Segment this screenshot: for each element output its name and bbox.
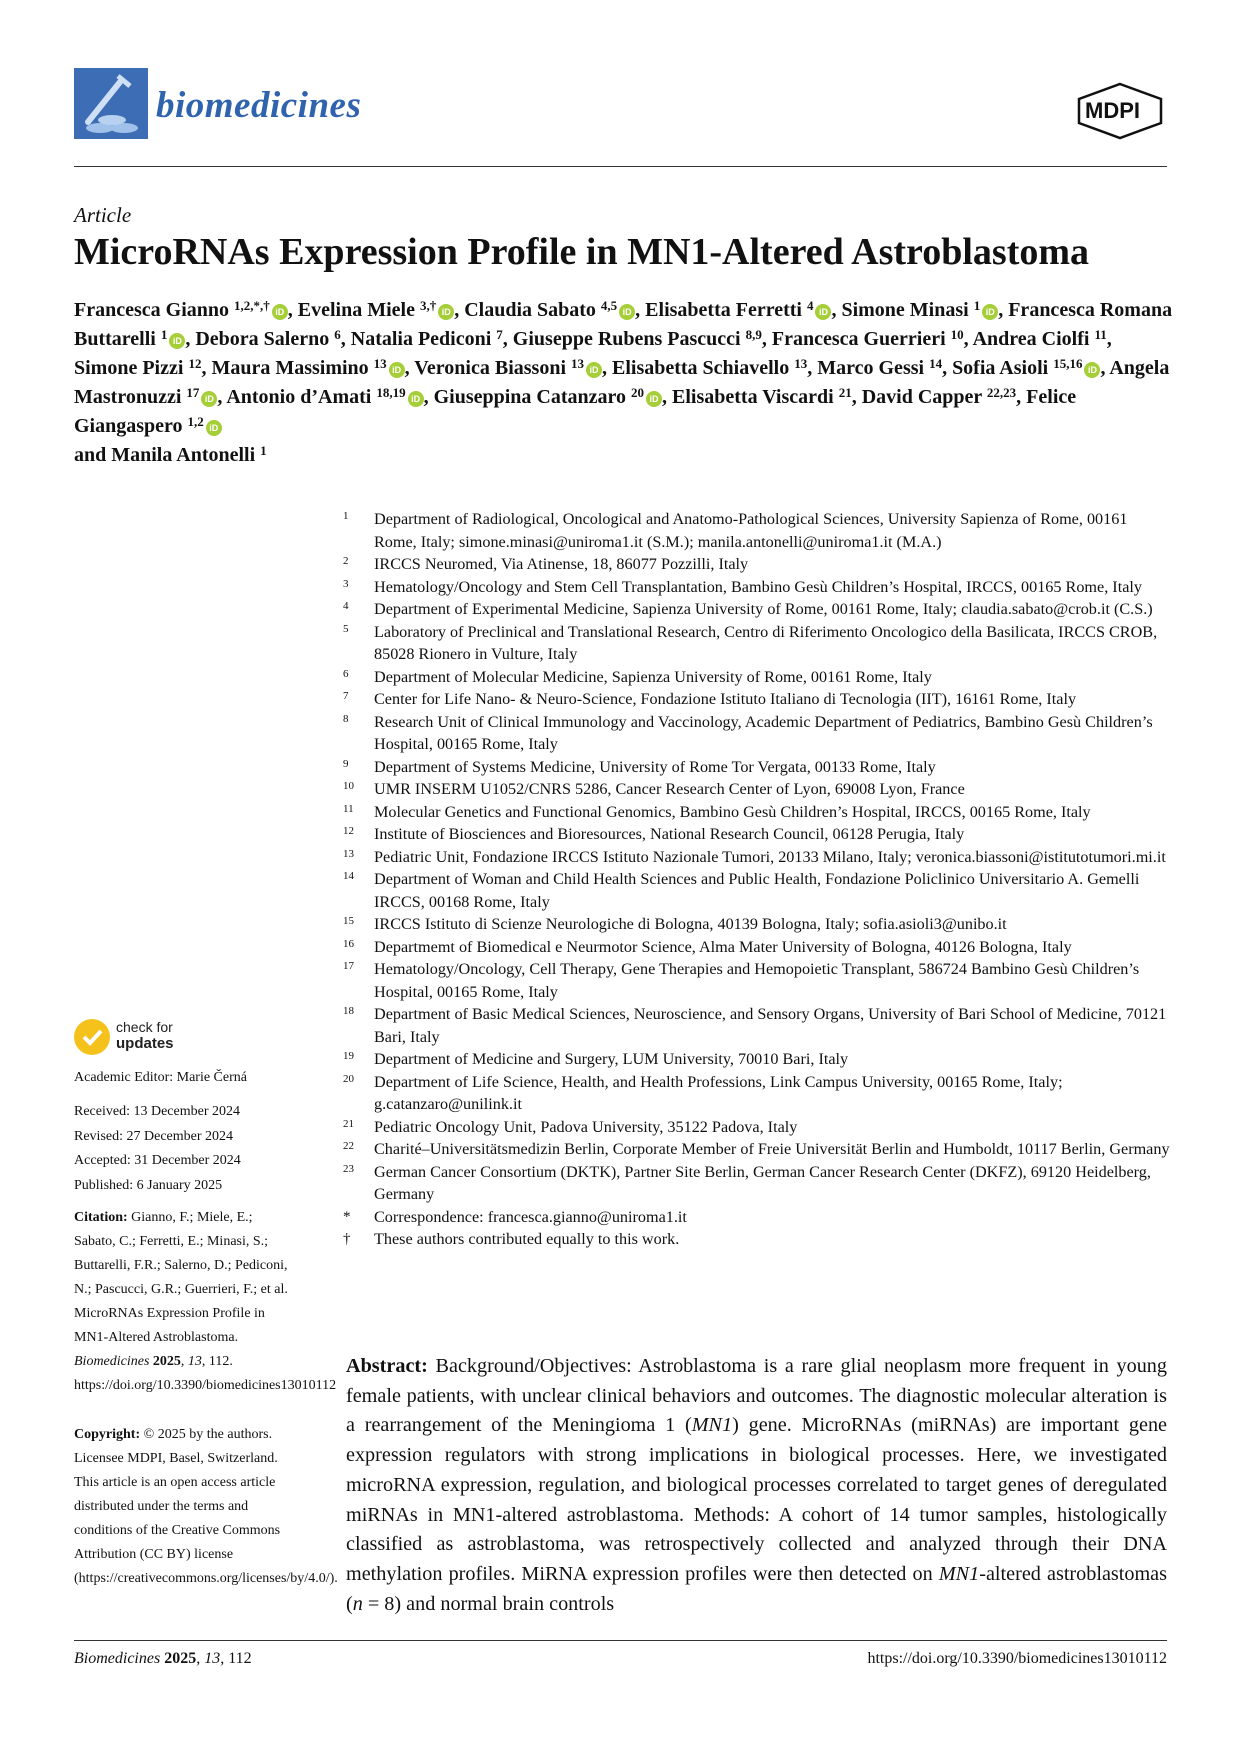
affiliation-item	[340, 778, 1170, 801]
header-rule	[74, 166, 1167, 167]
author-affiliation-marks: 18,19	[376, 385, 406, 400]
affiliation-text: Pediatric Unit, Fondazione IRCCS Istituto Nazionale Tumori, 20133 Milano, Italy; veronica.biassoni@istitutotumori.mi.it	[374, 847, 1166, 866]
citation-label: Citation:	[74, 1210, 128, 1225]
orcid-icon[interactable]: iD	[408, 391, 424, 407]
affiliation-item	[340, 1116, 1170, 1139]
orcid-icon[interactable]: iD	[646, 391, 662, 407]
abstract-gene-1: MN1	[691, 1414, 733, 1437]
author	[513, 328, 772, 350]
author-name: Evelina Miele	[297, 299, 415, 321]
abstract-text-3: -altered astroblastomas (	[346, 1562, 1167, 1615]
abstract-text-4: = 8) and normal brain controls	[362, 1592, 615, 1615]
orcid-icon[interactable]: iD	[815, 304, 831, 320]
affiliation-number: 19	[343, 1050, 354, 1062]
orcid-icon[interactable]: iD	[1084, 362, 1100, 378]
affiliation-number: 13	[343, 847, 354, 860]
author-separator: ,	[404, 357, 415, 379]
orcid-icon[interactable]: iD	[982, 304, 998, 320]
author-affiliation-marks: 1	[973, 298, 981, 313]
author-affiliation-marks: 13	[373, 356, 387, 371]
author-affiliation-marks: 7	[496, 327, 503, 342]
affiliation-text: Laboratory of Preclinical and Translational Research, Centro di Riferimento Oncologico della Basilicata, IRCCS CROB, 85028 Rionero in Vulture, Italy	[374, 622, 1158, 663]
author-name: Debora Salerno	[195, 328, 330, 350]
affiliation-item	[340, 1161, 1170, 1206]
affiliation-item	[340, 576, 1170, 599]
author-affiliation-marks: 1	[260, 443, 267, 458]
author-separator: ,	[761, 328, 772, 350]
copyright	[74, 1423, 338, 1591]
affiliation-item	[340, 711, 1170, 756]
author	[973, 328, 1112, 350]
affiliation-text: Institute of Biosciences and Bioresources, National Research Council, 06128 Perugia, Italy	[374, 825, 965, 843]
affiliation-item	[340, 1228, 1170, 1251]
author	[772, 328, 973, 350]
author	[74, 299, 298, 321]
author-name: Natalia Pediconi	[350, 328, 492, 350]
author-name: David Capper	[861, 386, 982, 408]
author	[74, 444, 267, 466]
affiliation-text: Hematology/Oncology and Stem Cell Transplantation, Bambino Gesù Children’s Hospital, IRCCS, 00165 Rome, Italy	[374, 577, 1142, 596]
author	[351, 328, 513, 350]
copyright-label: Copyright:	[74, 1427, 141, 1442]
author-affiliation-marks: 11	[1094, 327, 1107, 342]
author-affiliation-marks: 22,23	[986, 385, 1017, 400]
affiliation-text: Molecular Genetics and Functional Genomics, Bambino Gesù Children’s Hospital, IRCCS, 00165 Rome, Italy	[374, 802, 1091, 821]
affiliation-text: Department of Radiological, Oncological and Anatomo-Pathological Sciences, University Sapienza of Rome, 00161 Rome, Italy; simone.minasi@uniroma1.it (S.M.); manila.antonelli@uniroma1.it (M.A.)	[374, 510, 1128, 551]
author-separator: ,	[831, 299, 842, 321]
author-name: Elisabetta Ferretti	[645, 299, 802, 321]
author-separator: ,	[423, 386, 434, 408]
affiliation-item	[340, 508, 1170, 553]
affiliation-text: Department of Life Science, Health, and Health Professions, Link Campus University, 00165 Rome, Italy; g.catanzaro@unilink.it	[374, 1072, 1063, 1113]
author-affiliation-marks: 1,2,*,†	[234, 298, 270, 313]
abstract-n-variable: n	[352, 1592, 363, 1615]
citation-text: Gianno, F.; Miele, E.; Sabato, C.; Ferretti, E.; Minasi, S.; Buttarelli, F.R.; Salerno, D.; Pediconi, N.; Pascucci, G.R.; Guerrieri, F.; et al. MicroRNAs Expression Profile in MN1-Altered Astroblastoma.	[74, 1210, 288, 1345]
article-title: MicroRNAs Expression Profile in MN1-Altered Astroblastoma	[74, 231, 1090, 273]
author-name: Simone Pizzi	[74, 357, 184, 379]
author-affiliation-marks: 17	[186, 385, 200, 400]
revised-date: Revised: 27 December 2024	[74, 1128, 234, 1144]
footer-year: 2025	[164, 1650, 197, 1667]
affiliation-number: 4	[343, 600, 349, 612]
author	[645, 299, 841, 321]
affiliation-item	[340, 823, 1170, 846]
received-date: Received: 13 December 2024	[74, 1104, 240, 1119]
author-separator: ,	[963, 328, 973, 350]
affiliation-item	[340, 688, 1170, 711]
author	[817, 357, 952, 379]
footer-journal: Biomedicines	[74, 1650, 161, 1667]
orcid-icon[interactable]: iD	[201, 391, 217, 407]
author-separator: ,	[998, 299, 1009, 321]
author	[414, 357, 612, 379]
citation-volume: 13	[187, 1354, 202, 1369]
affiliation-text: Pediatric Oncology Unit, Padova University, 35122 Padova, Italy	[374, 1117, 798, 1136]
orcid-icon[interactable]: iD	[438, 304, 454, 320]
author-name: Felice Giangaspero	[74, 386, 1077, 437]
affiliation-item	[340, 846, 1170, 869]
author	[841, 299, 1008, 321]
affiliation-text: Department of Basic Medical Sciences, Neuroscience, and Sensory Organs, University of Bari School of Medicine, 70121 Bari, Italy	[374, 1005, 1167, 1046]
affiliation-number: 2	[343, 555, 349, 567]
author-affiliation-marks: 1	[160, 327, 168, 342]
affiliation-item	[340, 1071, 1170, 1116]
author-name: Elisabetta Schiavello	[612, 357, 790, 379]
affiliation-number: *	[343, 1208, 351, 1225]
affiliation-item	[340, 801, 1170, 824]
author-separator: ,	[1100, 357, 1110, 379]
affiliation-text: German Cancer Consortium (DKTK), Partner Site Berlin, German Cancer Research Center (DKFZ), 69120 Heidelberg, Germany	[374, 1162, 1151, 1203]
affiliation-number: 6	[343, 667, 349, 680]
check-updates-line2: updates	[116, 1035, 174, 1052]
author-separator: ,	[217, 386, 227, 408]
author	[298, 299, 464, 321]
author-name: Elisabetta Viscardi	[672, 386, 834, 408]
affiliation-text: UMR INSERM U1052/CNRS 5286, Cancer Research Center of Lyon, 69008 Lyon, France	[374, 780, 965, 798]
check-icon	[74, 1019, 110, 1055]
author-affiliation-marks: 3,†	[419, 298, 437, 313]
author	[464, 299, 645, 321]
author-separator: ,	[201, 357, 212, 379]
affiliation-item	[340, 553, 1170, 576]
author-separator: ,	[602, 357, 612, 379]
affiliation-number: 1	[343, 510, 349, 522]
academic-editor: Academic Editor: Marie Černá	[74, 1070, 247, 1085]
author-list	[74, 296, 1174, 470]
author-affiliation-marks: 20	[631, 385, 645, 400]
author	[195, 328, 350, 350]
affiliation-number: 5	[343, 622, 349, 635]
affiliation-text: Center for Life Nano- & Neuro-Science, Fondazione Istituto Italiano di Tecnologia (IIT), 16161 Rome, Italy	[374, 690, 1077, 708]
author-affiliation-marks: 6	[334, 327, 341, 342]
mdpi-logo-text: MDPI	[1085, 98, 1140, 123]
author-affiliation-marks: 8,9	[745, 327, 762, 342]
author-name: Simone Minasi	[841, 299, 969, 321]
author-affiliation-marks: 13	[571, 356, 584, 371]
citation-journal: Biomedicines	[74, 1354, 150, 1369]
author-name: Veronica Biassoni	[414, 357, 566, 379]
affiliation-item	[340, 936, 1170, 959]
citation: Citation: Gianno, F.; Miele, E.; Sabato, C.; Ferretti, E.; Minasi, S.; Buttarelli, F.R.; Salerno, D.; Pediconi, N.; Pascucci, G.R.; Guerrieri, F.; et al. MicroRNAs Expression Profile in MN1-Altered Astroblastoma. Biomedicines 2025, 13, 112. https://doi.org/10.3390/biomedicines13010112	[74, 1210, 337, 1393]
abstract-label: Abstract:	[346, 1355, 428, 1377]
affiliation-item	[340, 868, 1170, 913]
author-affiliation-marks: 10	[950, 327, 964, 342]
author-separator: ,	[851, 386, 862, 408]
author-name: Antonio d’Amati	[226, 386, 372, 408]
citation-rest: , 112. https://doi.org/10.3390/biomedicines13010112	[74, 1354, 337, 1393]
affiliation-text: Departmemt of Biomedical e Neurmotor Science, Alma Mater University of Bologna, 40126 Bologna, Italy	[374, 937, 1072, 956]
accepted-date: Accepted: 31 December 2024	[74, 1153, 241, 1168]
author-affiliation-marks: 4	[806, 298, 814, 313]
affiliation-item	[340, 756, 1170, 779]
footer-volume: 13	[204, 1650, 221, 1667]
affiliation-number: 20	[343, 1072, 354, 1085]
affiliation-text: Charité–Universitätsmedizin Berlin, Corporate Member of Freie Universität Berlin and Humboldt, 10117 Berlin, Germany	[374, 1140, 1170, 1158]
author-separator: ,	[454, 299, 465, 321]
orcid-icon[interactable]: iD	[619, 304, 635, 320]
affiliation-number: 18	[343, 1005, 354, 1017]
citation-year: 2025	[152, 1354, 181, 1369]
affiliation-text: IRCCS Neuromed, Via Atinense, 18, 86077 Pozzilli, Italy	[374, 555, 749, 573]
author-separator: ,	[635, 299, 646, 321]
author-name: Giuseppe Rubens Pascucci	[512, 328, 741, 350]
author-name: Marco Gessi	[817, 357, 925, 379]
abstract-text-1: Background/Objectives: Astroblastoma is a rare glial neoplasm more frequent in young female patients, with unclear clinical behaviors and outcomes. The diagnostic molecular alteration is a rearrangement of the Meningioma 1 (	[346, 1355, 1167, 1437]
affiliation-item	[340, 598, 1170, 621]
affiliation-text: Research Unit of Clinical Immunology and Vaccinology, Academic Department of Pediatrics, Bambino Gesù Children’s Hospital, 00165 Rome, Italy	[374, 712, 1153, 753]
abstract	[346, 1352, 1167, 1619]
affiliation-text: These authors contributed equally to this work.	[374, 1230, 680, 1248]
affiliation-text: Department of Medicine and Surgery, LUM University, 70010 Bari, Italy	[374, 1050, 849, 1068]
orcid-icon[interactable]: iD	[586, 362, 602, 378]
author-affiliation-marks: 1,2	[187, 414, 204, 429]
affiliation-number: 10	[343, 780, 354, 792]
author-name: Francesca Guerrieri	[771, 328, 946, 350]
affiliation-text: IRCCS Istituto di Scienze Neurologiche di Bologna, 40139 Bologna, Italy; sofia.asioli3@unibo.it	[374, 915, 1007, 933]
abstract-text-2: ) gene. MicroRNAs (miRNAs) are important gene expression regulators with strong implications in biological processes. Here, we investigated microRNA expression, regulation, and biological processes correlated to target genes of deregulated miRNAs in MN1-altered astroblastoma. Methods: A cohort of 14 tumor samples, histologically classified as astroblastoma, was retrospectively collected and analyzed through their DNA methylation profiles. MiRNA expression profiles were then detected on	[346, 1414, 1167, 1585]
affiliation-item	[340, 958, 1170, 1003]
affiliation-number: †	[343, 1231, 351, 1247]
author-separator: ,	[662, 386, 673, 408]
author	[74, 357, 211, 379]
author-affiliation-marks: 12	[188, 356, 202, 371]
affiliation-number: 7	[343, 690, 349, 702]
author-affiliation-marks: 4,5	[600, 298, 618, 313]
affiliation-number: 22	[343, 1140, 354, 1152]
affiliation-item	[340, 666, 1170, 689]
affiliation-item	[340, 1138, 1170, 1161]
footer-rule	[74, 1640, 1167, 1641]
affiliation-number: 16	[343, 937, 354, 950]
author-name: Claudia Sabato	[464, 299, 596, 321]
author-separator: ,	[340, 328, 351, 350]
author	[226, 386, 433, 408]
affiliation-number: 14	[343, 870, 354, 882]
journal-logo	[74, 68, 148, 139]
author-separator: ,	[807, 357, 818, 379]
affiliation-item	[340, 1048, 1170, 1071]
author-name: Francesca Gianno	[74, 299, 229, 321]
author	[434, 386, 672, 408]
author	[612, 357, 817, 379]
author-name: Maura Massimino	[211, 357, 369, 379]
article-type: Article	[74, 203, 132, 227]
affiliation-item	[340, 1206, 1170, 1229]
affiliation-text: Department of Experimental Medicine, Sapienza University of Rome, 00161 Rome, Italy; claudia.sabato@crob.it (C.S.)	[374, 600, 1153, 618]
affiliation-number: 9	[343, 757, 349, 770]
author-name: Giuseppina Catanzaro	[433, 386, 627, 408]
affiliation-number: 21	[343, 1117, 354, 1130]
affiliation-number: 11	[343, 802, 354, 815]
footer-citation: Biomedicines 2025, 13, 112	[74, 1650, 252, 1667]
author	[862, 386, 1026, 408]
footer-doi-link[interactable]: https://doi.org/10.3390/biomedicines13010112	[867, 1650, 1167, 1667]
author-name: and Manila Antonelli	[74, 444, 256, 466]
dates	[74, 1100, 294, 1198]
author	[952, 357, 1109, 379]
orcid-icon[interactable]: iD	[389, 362, 405, 378]
author-name: Sofia Asioli	[952, 357, 1049, 379]
affiliation-item	[340, 621, 1170, 666]
copyright-text: © 2025 by the authors. Licensee MDPI, Basel, Switzerland. This article is an open access article distributed under the terms and conditions of the Creative Commons Attribution (CC BY) license (https://creativecommons.org/licenses/by/4.0/).	[74, 1427, 338, 1586]
mdpi-logo	[1075, 82, 1165, 140]
abstract-gene-2: MN1	[938, 1562, 980, 1585]
author-separator: ,	[1016, 386, 1027, 408]
author-name: Andrea Ciolfi	[972, 328, 1090, 350]
orcid-icon[interactable]: iD	[206, 420, 222, 436]
affiliation-text: Correspondence: francesca.gianno@uniroma1.it	[374, 1207, 687, 1226]
affiliation-text: Department of Woman and Child Health Sciences and Public Health, Fondazione Policlinico Universitario A. Gemelli IRCCS, 00168 Rome, Italy	[374, 870, 1140, 911]
affiliation-number: 23	[343, 1162, 354, 1175]
author-separator: ,	[287, 299, 298, 321]
affiliation-number: 15	[343, 915, 354, 927]
author-name: Angela Mastronuzzi	[74, 357, 1170, 408]
author-separator: ,	[942, 357, 953, 379]
affiliation-number: 12	[343, 825, 354, 837]
footer-page: , 112	[220, 1650, 252, 1667]
author-separator: ,	[1106, 328, 1112, 350]
author-name: Francesca Romana Buttarelli	[74, 299, 1173, 350]
author-affiliation-marks: 15,16	[1053, 356, 1083, 371]
affiliation-item	[340, 913, 1170, 936]
check-for-updates-badge[interactable]	[74, 1019, 244, 1059]
author-separator: ,	[502, 328, 513, 350]
affiliation-text: Department of Systems Medicine, University of Rome Tor Vergata, 00133 Rome, Italy	[374, 757, 936, 776]
author-affiliation-marks: 14	[929, 356, 943, 371]
affiliation-item	[340, 1003, 1170, 1048]
author-affiliation-marks: 13	[794, 356, 808, 371]
dropper-icon	[74, 68, 148, 139]
affiliation-number: 8	[343, 712, 349, 725]
affiliation-number: 17	[343, 960, 354, 972]
published-date: Published: 6 January 2025	[74, 1177, 223, 1193]
affiliation-text: Hematology/Oncology, Cell Therapy, Gene Therapies and Hemopoietic Transplant, 586724 Bambino Gesù Children’s Hospital, 00165 Rome, Italy	[374, 960, 1140, 1001]
affiliations	[340, 508, 1170, 1251]
orcid-icon[interactable]: iD	[169, 333, 185, 349]
affiliation-text: Department of Molecular Medicine, Sapienza University of Rome, 00161 Rome, Italy	[374, 667, 932, 686]
affiliation-number: 3	[343, 577, 349, 590]
orcid-icon[interactable]: iD	[272, 304, 288, 320]
author-separator: ,	[185, 328, 196, 350]
author-affiliation-marks: 21	[838, 385, 852, 400]
check-updates-line1: check for	[116, 1019, 173, 1035]
author	[211, 357, 414, 379]
author	[672, 386, 862, 408]
journal-name: biomedicines	[156, 85, 362, 126]
